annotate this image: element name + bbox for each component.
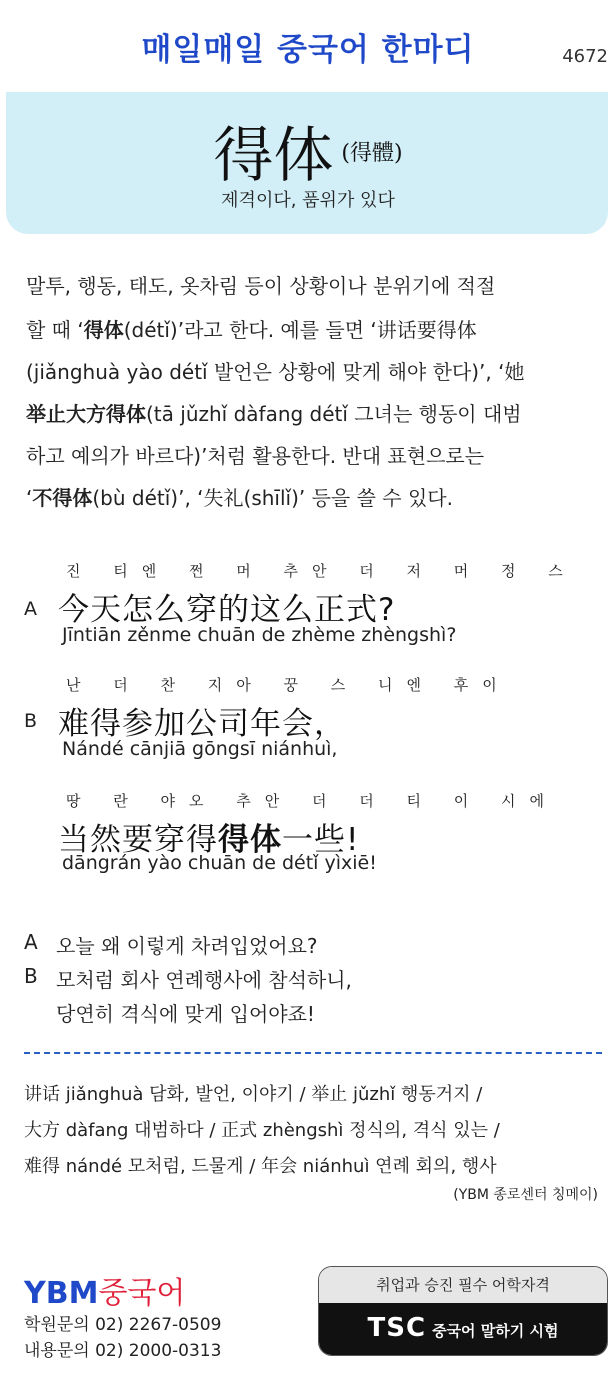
body-line (26, 356, 594, 385)
dialogue-phonetic: 난 더 찬 지아 꿍 스 니엔 후이 (66, 676, 511, 694)
body-line (26, 270, 594, 299)
body-text: 할 때 ‘ (26, 318, 84, 342)
dialogue-speaker: A (24, 598, 37, 620)
body-text: (tā jǔzhǐ dàfang détǐ 그녀는 행동이 대범 (146, 402, 522, 426)
translation-speaker: A (24, 930, 38, 954)
logo-chinese-text: 중국어 (98, 1276, 186, 1311)
dialogue-chinese-part: 当然要穿得 (58, 822, 218, 858)
header-title: 매일매일 중국어 한마디 (141, 32, 475, 68)
body-line (26, 314, 594, 343)
dialogue-pinyin: dāngrán yào chuān de détǐ yìxiē! (62, 852, 377, 874)
body-line (26, 398, 594, 427)
vocabulary-line: 大方 dàfang 대범하다 / 正式 zhèngshì 정식의, 격식 있는 / (24, 1120, 500, 1141)
translation-line: 모처럼 회사 연례행사에 참석하니, (56, 968, 352, 992)
vocabulary-line: 讲话 jiǎnghuà 담화, 발언, 이야기 / 举止 jǔzhǐ 행동거지 / (24, 1084, 483, 1105)
ybm-logo (24, 1268, 185, 1312)
title-traditional: (得體) (341, 140, 403, 166)
body-line (26, 440, 594, 469)
body-text: (jiǎnghuà yào détǐ 발언은 상황에 맞게 해야 한다)’, ‘她 (26, 360, 525, 384)
tsc-logo: TSC (367, 1313, 427, 1343)
title-row (0, 108, 616, 194)
dialogue-phonetic: 진 티엔 쩐 머 추안 더 저 머 정 스 (66, 562, 577, 580)
body-text: ‘ (26, 486, 33, 510)
dialogue-chinese-bold: 得体 (218, 822, 282, 858)
body-text: 하고 예의가 바르다)’처럼 활용한다. 반대 표현으로는 (26, 444, 485, 468)
body-text: 말투, 행동, 태도, 옷차림 등이 상황이나 분위기에 적절 (26, 274, 496, 298)
translation-line: 당연히 격식에 맞게 입어야죠! (56, 1002, 315, 1026)
translation-speaker: B (24, 964, 38, 988)
dialogue-chinese-part: 一些! (282, 822, 360, 858)
dialogue-pinyin: Nándé cānjiā gōngsī niánhuì, (62, 738, 338, 760)
issue-number: 4672 (562, 46, 608, 67)
body-text: (bù détǐ)’, ‘失礼(shīlǐ)’ 등을 쓸 수 있다. (92, 486, 453, 510)
dialogue-phonetic: 땅 란 야오 추안 더 더 티 이 시에 (66, 792, 559, 810)
body-text: (détǐ)’라고 한다. 예를 들면 ‘讲话要得体 (123, 318, 477, 342)
author-credit: (YBM 종로센터 칭메이) (453, 1187, 598, 1203)
body-chinese: 举止大方得体 (26, 402, 146, 426)
vocabulary-line: 难得 nándé 모처럼, 드물게 / 年会 niánhuì 연례 회의, 행사 (24, 1156, 497, 1177)
contact-academy: 학원문의 02) 2267-0509 (24, 1315, 222, 1335)
body-chinese: 得体 (83, 318, 124, 342)
dialogue-speaker: B (24, 710, 38, 732)
ad-tagline: 취업과 승진 필수 어학자격 (319, 1267, 607, 1303)
ad-brand-bar (319, 1303, 607, 1355)
dialogue-chinese: 难得参加公司年会， (58, 706, 346, 742)
tsc-ad-banner[interactable] (318, 1266, 608, 1356)
logo-ybm-text: YBM (24, 1276, 99, 1311)
ad-label: 중국어 말하기 시험 (432, 1322, 559, 1340)
body-chinese: 不得体 (32, 486, 93, 510)
contact-content: 내용문의 02) 2000-0313 (24, 1341, 222, 1361)
title-main: 得体 (213, 121, 334, 191)
title-subtitle: 제격이다, 품위가 있다 (221, 190, 395, 211)
dialogue-pinyin: Jīntiān zěnme chuān de zhème zhèngshì? (62, 624, 457, 646)
body-line (26, 482, 594, 511)
divider (24, 1052, 602, 1054)
translation-line: 오늘 왜 이렇게 차려입었어요? (56, 934, 318, 958)
dialogue-chinese: 今天怎么穿的这么正式? (58, 592, 396, 628)
